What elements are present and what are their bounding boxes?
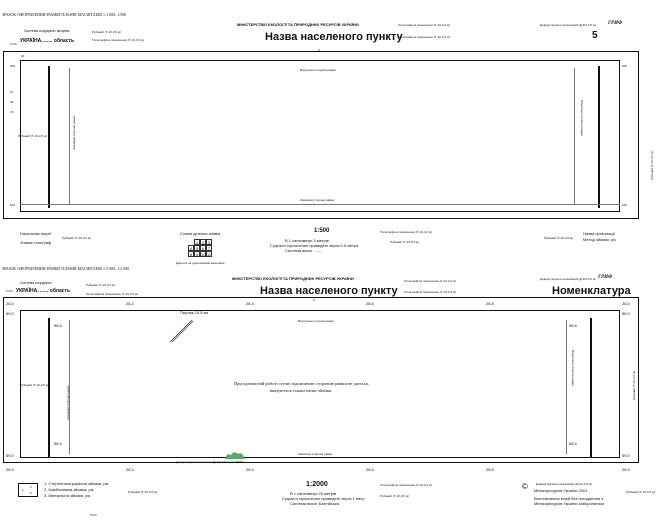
division-cell: 2 — [201, 240, 205, 245]
sheet2-scale-note-2: Суцільні горизонталі проведені через 1 метр — [282, 496, 365, 501]
sheet1-corner-tr: 200 — [622, 64, 628, 68]
sheet2-title: Назва населеного пункту — [260, 285, 398, 297]
sheet2-right-coord: 58.0 — [622, 311, 630, 316]
division-cell: 9 — [195, 252, 199, 257]
division-cell: 5 — [195, 246, 199, 251]
sheet2-font-note: Рубаний (Т-10-3,5 м) — [86, 283, 115, 287]
sheet2-coord-system: Система координат — [20, 281, 52, 285]
sheet2-scale-note-3: Система висот Балтійська — [290, 501, 339, 506]
sheet1-zero-tick: 0 — [318, 48, 320, 52]
sheet1-side-1: 10 — [10, 90, 14, 94]
sheet1-left-bar — [48, 66, 50, 208]
sheet2-inner-val: 58.4 — [54, 441, 62, 446]
sheet2-org-note-footer: Довідні підписи організацій (Д-4/0-3,5 м) — [536, 482, 592, 486]
sheet2-grid-right — [566, 320, 567, 454]
sheet1-grid-left — [69, 68, 70, 204]
sheet1-corner-bl: 100 — [10, 203, 16, 207]
sheet2-center-note-1: При одночасній роботі стелю підписаною стороною рамки не дається, — [234, 381, 369, 386]
sheet2-legend-cell: 3 — [30, 491, 32, 495]
sheet1-corner-br: 100 — [622, 203, 628, 207]
sheet1-region: УКРАЇНА, ...... область — [20, 38, 75, 44]
sheet1-inner-bottom: Зовнішня сторона рамки — [300, 198, 335, 202]
sheet2-footer-font-2: Рубаний (Т-10-3,5 м) — [380, 494, 409, 498]
sheet1-scale-note-2: Суцільні горизонталі проведені через 0.5 метра — [270, 243, 359, 248]
sheet2-scale: 1:2000 — [306, 481, 328, 488]
sheet1-division-note: Дається за додатковими вимогами — [176, 261, 225, 265]
sheet2-legend-2: 2. Комбінована зйомка, рік — [44, 487, 94, 492]
sheet1-sheet-number: 5 — [592, 30, 598, 41]
sheet2-legend-1: 1. Стереотопографічна зйомка, рік — [44, 481, 109, 486]
sheet2-green-symbol — [224, 450, 246, 460]
sheet1-grid-right — [574, 68, 575, 204]
sheet1-footer-font-2: Рубаний (Т-10-3,5 м) — [390, 240, 419, 244]
sheet2-bottom-coord: 28.8 — [486, 467, 494, 472]
sheet1-small-label: Глиб — [10, 42, 17, 46]
sheet1-scale-note-3: Система висот ........ — [285, 248, 323, 253]
sheet2-inner-bottom: Зовнішня сторона рамки — [298, 452, 333, 456]
sheet2-small-label: Глиб — [6, 289, 13, 293]
sheet1-vertical-right: Внутрішня сторона рамки — [580, 100, 584, 136]
sheet2-bottom-coord: 28.4 — [246, 467, 254, 472]
division-cell: 4 — [189, 246, 193, 251]
sheet2-copyright-1: Мінекоресурсів України 2001 — [534, 488, 588, 493]
sheet2-hatch-mark — [168, 318, 194, 344]
sheet2-bottom-coord: 28.2 — [126, 467, 134, 472]
sheet1-vertical-left: Зовнішня сторона рамки — [72, 115, 76, 150]
sheet2-copyright-3: Мінекоресурсів України заборонятися — [534, 501, 605, 506]
sheet1-inner-top: Внутрішня сторона рамки — [300, 68, 336, 72]
sheet2-legend-cell: 2 — [30, 485, 32, 489]
division-cell: 1 — [195, 240, 199, 245]
sheet1-side-3: 70 — [10, 110, 14, 114]
sheet2-topo-left: Топографічні позначення (Т-10-3,5 м) — [86, 292, 138, 296]
sheet1-gryf: ГРИФ — [608, 21, 623, 26]
sheet2-region: УКРАЇНА, ...... область — [16, 288, 71, 294]
sheet1-footer-topo: Топографічні позначення (Т-10-4,0 м) — [380, 230, 432, 234]
division-cell: 7 — [207, 246, 211, 251]
sheet1-ministry: МІНІСТЕРСТВО ЕКОЛОГІЇ ТА ПРИРОДНИХ РЕСУРСІВ УКРАЇНИ — [237, 22, 359, 27]
sheet2-right-bar — [590, 318, 592, 458]
sheet1-heading: ЗРАЗОК ОФОРМЛЕННЯ РАМКИ ПЛАНІВ МАСШТАБІВ 1:1 000, 1:500 — [2, 12, 127, 17]
sheet1-left-font-note: Рубаний (Т-10-3,5 м) — [18, 134, 47, 138]
sheet1-org-note: Довідні підписи організацій (Д-4/0-3,5 м) — [540, 23, 596, 27]
sheet2-zero-tick: 0 — [313, 298, 315, 302]
sheet1-shot-by: Знімав топограф — [20, 240, 52, 245]
sheet1-topo-right-2: Топографічні позначення (Т-10-3,5 м) — [398, 35, 450, 39]
sheet2-center-note-2: вказуються тільки мітки зйомки — [270, 388, 332, 393]
sheet2-top-coord: 28.8 — [486, 301, 494, 306]
sheet2-left-coord: 59.0 — [6, 453, 14, 458]
sheet2-small-label-bottom: Глиб — [90, 513, 97, 517]
sheet2-right-coord: 59.0 — [622, 453, 630, 458]
sheet2-vertical-right: Внутрішня сторона рамки — [571, 350, 575, 386]
sheet2-left-coord: 60.0 — [6, 311, 14, 316]
sheet2-left-bar — [48, 318, 50, 458]
sheet2-topo-right: Топографічні позначення (Т-10-4,0 м) — [404, 279, 456, 283]
sheet2-top-coord: 28.2 — [126, 301, 134, 306]
sheet1-coord-system: Система координат місцева — [24, 29, 70, 33]
sheet2-top-coord: 28.0 — [6, 301, 14, 306]
sheet2-org-note: Довідні підписи організацій (Д-4/0-3,5 м) — [540, 277, 596, 281]
sheet2-legend-cell: 1 — [22, 488, 24, 492]
sheet1-side-4: 20 — [21, 54, 25, 58]
sheet2-legend-3: 3. Мензульна зйомка, рік — [44, 493, 91, 498]
sheet2-top-coord: 28.6 — [366, 301, 374, 306]
sheet2-right-font-note: Рубаний (Т-10-3,5 м) — [632, 371, 636, 400]
sheet2-ministry: МІНІСТЕРСТВО ЕКОЛОГІЇ ТА ПРИРОДНИХ РЕСУРСІВ УКРАЇНИ — [232, 276, 354, 281]
sheet1-font-note: Рубаний (Т-10-3,5 м) — [92, 30, 121, 34]
division-cell: 3 — [207, 240, 211, 245]
sheet2-bottom-coord: 28.6 — [366, 467, 374, 472]
sheet2-topo-right-2: Топографічні позначення (Т-10-3,5 м) — [404, 290, 456, 294]
sheet2-bottom-coord: 28.0 — [6, 467, 14, 472]
sheet1-right-font-note: Рубаний (Т-10-3,5 м) — [650, 151, 654, 180]
sheet2-footer-font-3: Рубаний (Т-10-3,5 м) — [626, 490, 655, 494]
sheet2-inner-val: 58.6 — [569, 323, 577, 328]
sheet2-bottom-sign: Довідні підписи позначені (Д-4/0-3,5 м) 10 ГРИФ — [176, 460, 243, 464]
sheet2-copyright-2: Виготовлення копій без погодження з — [534, 496, 604, 501]
sheet2-top-coord: 28.4 — [246, 301, 254, 306]
sheet2-inner-top: Внутрішня сторона рамки — [298, 319, 334, 323]
sheet1-division-scheme: Схема ділення знімка — [180, 231, 221, 236]
sheet2-inner-val: 58.6 — [54, 323, 62, 328]
sheet1-method: Метод зйомки, рік — [583, 237, 616, 242]
sheet2-first-line: Перлик 10.5 км — [180, 310, 209, 315]
sheet1-side-2: 40 — [10, 100, 14, 104]
sheet2-legend-box — [18, 483, 38, 497]
sheet1-scale-note-1: В 1 сантиметрі 5 метрів — [285, 238, 329, 243]
sheet1-inner-frame — [20, 60, 620, 212]
sheet2-footer-font: Рубаний (Т-10-3,5 м) — [128, 490, 157, 494]
sheet1-topo-left: Топографічні позначення (Т-10-3,5 м) — [92, 38, 144, 42]
sheet2-vertical-left: Зовнішня сторона рамки — [66, 385, 70, 420]
sheet1-footer-font: Рубаний (Т-10-3,5 м) — [62, 236, 91, 240]
sheet1-org-name: Назва організації — [583, 231, 615, 236]
division-cell: 6 — [201, 246, 205, 251]
sheet1-scale: 1:500 — [314, 228, 330, 234]
division-cell: 11 — [207, 252, 212, 257]
sheet1-title: Назва населеного пункту — [265, 31, 403, 43]
sheet2-top-coord: 28.0 — [622, 301, 630, 306]
sheet2-inner-val: 58.4 — [569, 441, 577, 446]
copyright-icon: © — [522, 482, 528, 491]
sheet1-grid-bottom — [20, 204, 620, 205]
sheet2-footer-topo: Топографічні позначення (Т-10-4,0 м) — [380, 483, 432, 487]
sheet2-left-font-note: Рубаний (Т-10-3,5 м) — [20, 383, 49, 387]
sheet1-topo-right: Топографічні позначення (Т-10-4,0 м) — [398, 23, 450, 27]
sheet1-footer-font-3: Рубаний (Т-10-3,5 м) — [544, 236, 573, 240]
sheet1-corner-tl: 200 — [10, 64, 16, 68]
sheet2-scale-note-1: В 1 сантиметрі 20 метрів — [290, 491, 336, 496]
sheet2-heading: ЗРАЗОК ОФОРМЛЕННЯ РАМКИ ПЛАНІВ МАСШТАБІВ 1:5 000, 1:2 000 — [2, 266, 130, 271]
division-cell: 8 — [189, 252, 193, 257]
sheet1-right-bar — [598, 66, 600, 208]
sheet2-gryf: ГРИФ — [598, 275, 613, 280]
division-cell: 10 — [201, 252, 206, 257]
sheet2-bottom-coord: 28.0 — [622, 467, 630, 472]
sheet2-nomenclature: Номенклатура — [552, 285, 631, 297]
sheet1-start-party: Начальник партії — [20, 231, 52, 236]
